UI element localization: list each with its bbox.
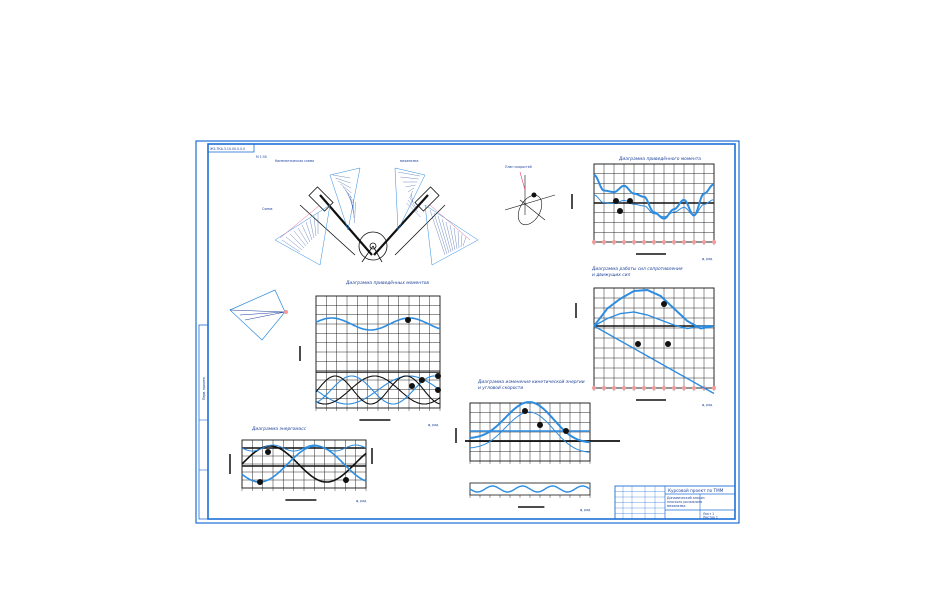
chart-point xyxy=(613,198,619,204)
chart-point xyxy=(265,449,271,455)
axis-marker xyxy=(622,240,626,244)
chart-bottom-left xyxy=(230,426,372,503)
stamp-box xyxy=(208,144,254,152)
axis-marker xyxy=(642,240,646,244)
kinematic-scheme xyxy=(262,159,478,265)
axis-x-label: φ, рад xyxy=(356,499,367,503)
axis-marker xyxy=(602,386,606,390)
axis-x-label: φ, рад xyxy=(580,508,591,512)
velocity-plan xyxy=(505,165,555,229)
axis-marker xyxy=(632,240,636,244)
chart-mid-right xyxy=(576,266,716,407)
chart-point xyxy=(409,383,415,389)
chart-point xyxy=(435,373,441,379)
title-block-sheet: Лист 1 xyxy=(703,512,715,516)
chart-point xyxy=(257,479,263,485)
title-block-line4: механизма xyxy=(667,504,686,508)
kin-label-left: Кинематическая схема xyxy=(275,159,315,163)
axis-x-label: φ, рад xyxy=(428,423,439,427)
chart-mid-left xyxy=(300,280,441,427)
chart-point xyxy=(405,317,411,323)
chart-title: Диаграмма приведённого момента xyxy=(619,157,701,162)
axis-marker xyxy=(602,240,606,244)
side-strip xyxy=(199,325,208,519)
side-strip-label: Перв. примен. xyxy=(202,376,206,400)
chart-point xyxy=(435,387,441,393)
kin-label-small: Схема xyxy=(262,207,273,211)
chart-point xyxy=(537,422,543,428)
angular-velocity-band xyxy=(470,483,590,498)
axis-marker xyxy=(672,386,676,390)
title-block-line1: Курсовой проект по ТММ xyxy=(668,488,724,493)
chart-point xyxy=(627,198,633,204)
axis-x-label: φ, рад xyxy=(702,257,713,261)
chart-point xyxy=(617,208,623,214)
axis-x-label: φ, рад xyxy=(702,403,713,407)
title-block-line2: Динамический анализ xyxy=(667,496,705,500)
inner-frame xyxy=(208,144,735,519)
axis-marker xyxy=(682,240,686,244)
kin-label-right: механизма xyxy=(400,159,419,163)
axis-marker xyxy=(692,240,696,244)
axis-marker xyxy=(662,240,666,244)
chart-point xyxy=(343,477,349,483)
axis-marker xyxy=(672,240,676,244)
axis-marker xyxy=(662,386,666,390)
axis-marker xyxy=(692,386,696,390)
chart-subtitle: и движущих сил xyxy=(592,273,631,278)
chart-bottom-center xyxy=(456,379,620,512)
axis-marker xyxy=(592,386,596,390)
axis-marker xyxy=(622,386,626,390)
title-block-sheets: Листов 1 xyxy=(703,515,718,520)
chart-point xyxy=(635,341,641,347)
velocity-curve xyxy=(470,486,590,492)
chart-title: Диаграмма изменения кинетической энергии xyxy=(478,380,585,385)
title-block-line3: плоского рычажного xyxy=(667,500,703,504)
scale-note: М 1:50 xyxy=(256,155,267,159)
axis-marker xyxy=(632,386,636,390)
rhombus-diagram xyxy=(230,290,288,340)
axis-marker xyxy=(682,386,686,390)
stamp-code: ЖЗ.ТКА.3.10.00.0.0.0 xyxy=(210,147,246,151)
chart-top-right xyxy=(572,156,716,261)
title-block xyxy=(615,486,735,520)
chart-point xyxy=(419,377,425,383)
chart-title: Диаграмма работы сил сопротивления xyxy=(592,267,683,272)
axis-marker xyxy=(712,240,716,244)
chart-point xyxy=(665,341,671,347)
axis-marker xyxy=(702,240,706,244)
axis-marker xyxy=(592,240,596,244)
axis-marker xyxy=(652,386,656,390)
velocity-plan-title: План скоростей xyxy=(505,165,532,169)
chart-title: Диаграмма энергомасс xyxy=(252,427,307,432)
chart-title: Диаграмма приведённых моментов xyxy=(346,281,429,286)
axis-marker xyxy=(612,386,616,390)
axis-marker xyxy=(712,386,716,390)
chart-point xyxy=(661,301,667,307)
axis-marker xyxy=(652,240,656,244)
axis-marker xyxy=(642,386,646,390)
chart-point xyxy=(522,408,528,414)
chart-point xyxy=(563,428,569,434)
axis-marker xyxy=(612,240,616,244)
chart-subtitle: и угловой скорости xyxy=(478,386,524,391)
